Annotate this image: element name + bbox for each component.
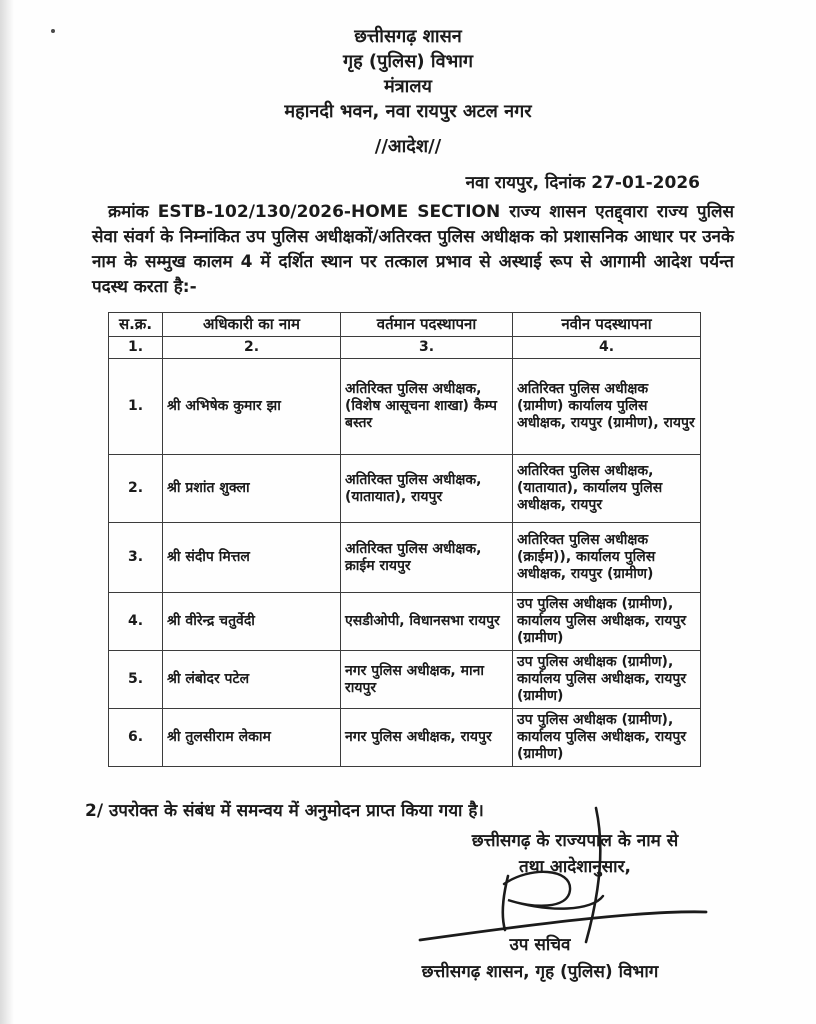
ministry-name: मंत्रालय <box>383 76 432 97</box>
cell-officer-name: श्री अभिषेक कुमार झा <box>163 359 341 455</box>
cell-officer-name: श्री संदीप मित्तल <box>163 523 341 593</box>
cell-officer-name: श्री लंबोदर पटेल <box>163 651 341 709</box>
signoff-line-1: छत्तीसगढ़ के राज्यपाल के नाम से <box>471 831 679 851</box>
colnum-3: 3. <box>341 337 513 359</box>
signatory-block <box>370 932 710 986</box>
table-row <box>109 455 701 523</box>
cell-new-posting: उप पुलिस अधीक्षक (ग्रामीण), कार्यालय पुलिस अधीक्षक, रायपुर (ग्रामीण) <box>513 593 701 651</box>
department-name: गृह (पुलिस) विभाग <box>342 51 474 72</box>
cell-new-posting: अतिरिक्त पुलिस अधीक्षक (ग्रामीण) कार्यालय पुलिस अधीक्षक, रायपुर (ग्रामीण), रायपुर <box>513 359 701 455</box>
table-row <box>109 593 701 651</box>
government-name: छत्तीसगढ़ शासन <box>354 26 462 47</box>
colnum-1: 1. <box>109 337 163 359</box>
handwritten-signature <box>400 800 720 950</box>
transfer-table <box>108 312 701 767</box>
cell-sno: 1. <box>109 359 163 455</box>
header-serial: स.क्र. <box>109 313 163 337</box>
letterhead <box>0 24 816 124</box>
cell-current-posting: अतिरिक्त पुलिस अधीक्षक, (यातायात), रायपुर <box>341 455 513 523</box>
colnum-4: 4. <box>513 337 701 359</box>
column-number-row <box>109 337 701 359</box>
cell-sno: 3. <box>109 523 163 593</box>
table-row <box>109 709 701 767</box>
cell-current-posting: नगर पुलिस अधीक्षक, माना रायपुर <box>341 651 513 709</box>
cell-sno: 4. <box>109 593 163 651</box>
cell-current-posting: अतिरिक्त पुलिस अधीक्षक, (विशेष आसूचना शाखा) कैम्प बस्तर <box>341 359 513 455</box>
table-row <box>109 359 701 455</box>
header-current-posting: वर्तमान पदस्थापना <box>341 313 513 337</box>
signatory-designation: उप सचिव <box>509 935 571 955</box>
signatory-department: छत्तीसगढ़ शासन, गृह (पुलिस) विभाग <box>421 962 659 982</box>
cell-new-posting: अतिरिक्त पुलिस अधीक्षक (क्राईम)), कार्यालय पुलिस अधीक्षक, रायपुर (ग्रामीण) <box>513 523 701 593</box>
cell-officer-name: श्री प्रशांत शुक्ला <box>163 455 341 523</box>
cell-new-posting: उप पुलिस अधीक्षक (ग्रामीण), कार्यालय पुलिस अधीक्षक, रायपुर (ग्रामीण) <box>513 651 701 709</box>
table-row <box>109 523 701 593</box>
table-row <box>109 651 701 709</box>
cell-officer-name: श्री तुलसीराम लेकाम <box>163 709 341 767</box>
header-new-posting: नवीन पदस्थापना <box>513 313 701 337</box>
address-line: महानदी भवन, नवा रायपुर अटल नगर <box>284 101 532 122</box>
cell-new-posting: उप पुलिस अधीक्षक (ग्रामीण), कार्यालय पुलिस अधीक्षक, रायपुर (ग्रामीण) <box>513 709 701 767</box>
cell-current-posting: नगर पुलिस अधीक्षक, रायपुर <box>341 709 513 767</box>
place-date-line: नवा रायपुर, दिनांक 27-01-2026 <box>465 173 700 193</box>
cell-officer-name: श्री वीरेन्द्र चतुर्वेदी <box>163 593 341 651</box>
approval-note: 2/ उपरोक्त के संबंध में समन्वय में अनुमोदन प्राप्त किया गया है। <box>85 801 484 821</box>
header-officer-name: अधिकारी का नाम <box>163 313 341 337</box>
cell-current-posting: अतिरिक्त पुलिस अधीक्षक, क्राईम रायपुर <box>341 523 513 593</box>
order-title: //आदेश// <box>374 136 442 157</box>
signoff-line-2: तथा आदेशानुसार, <box>519 857 631 877</box>
cell-new-posting: अतिरिक्त पुलिस अधीक्षक, (यातायात), कार्यालय पुलिस अधीक्षक, रायपुर <box>513 455 701 523</box>
cell-sno: 2. <box>109 455 163 523</box>
cell-sno: 5. <box>109 651 163 709</box>
colnum-2: 2. <box>163 337 341 359</box>
cell-sno: 6. <box>109 709 163 767</box>
order-body-paragraph: क्रमांक ESTB-102/130/2026-HOME SECTION राज्य शासन एतद्द्वारा राज्य पुलिस सेवा संवर्ग के निम्नांकित उप पुलिस अधीक्षकों/अतिरक्त पुलिस अधीक्षक को प्रशासनिक आधार पर उनके नाम के सम्मुख कालम 4 में दर्शित स्थान पर तत्काल प्रभाव से अस्थाई रूप से आगामी आदेश पर्यन्त पदस्थ करता है:- <box>92 202 734 297</box>
table-header-row <box>109 313 701 337</box>
cell-current-posting: एसडीओपी, विधानसभा रायपुर <box>341 593 513 651</box>
